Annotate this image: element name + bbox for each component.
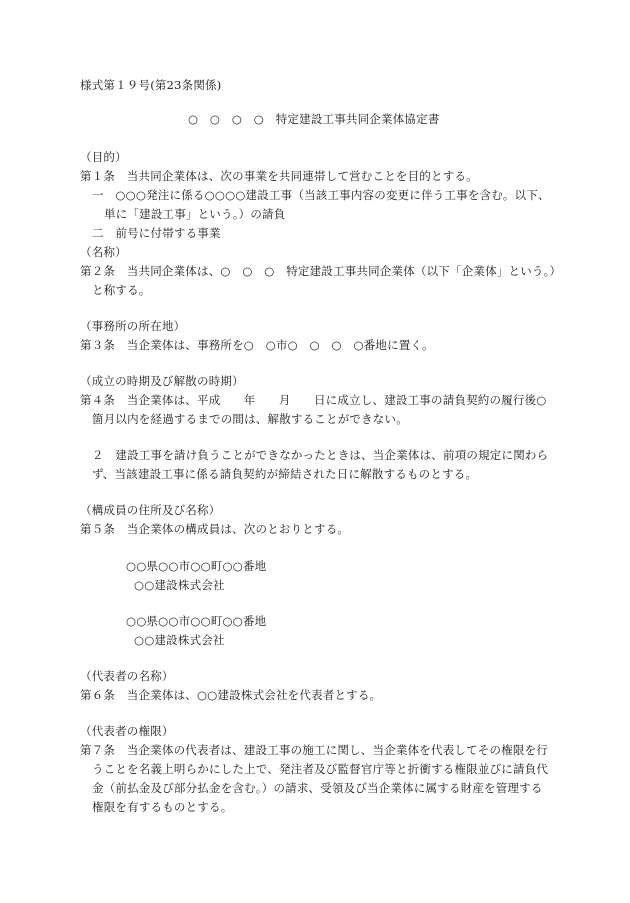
article3-heading: （事務所の所在地） <box>80 319 186 333</box>
article7-line3: 金（前払金及び部分払金を含む。）の請求、受領及び当企業体に属する財産を管理する <box>92 781 543 795</box>
article3-line1: 第３条 当企業体は、事務所を○ ○市○ ○ ○ ○番地に置く。 <box>80 338 434 352</box>
article1-heading: （目的） <box>80 150 127 164</box>
article2-heading: （名称） <box>80 245 127 259</box>
member1-name: ○○建設株式会社 <box>134 578 225 592</box>
article7-line1: 第７条 当企業体の代表者は、建設工事の施工に関し、当企業体を代表してその権限を行 <box>80 743 548 757</box>
article1-item1-line1: 一 ○○○発注に係る○○○○建設工事（当該工事内容の変更に伴う工事を含む。以下、 <box>92 188 550 202</box>
article2-line2: と称する。 <box>92 283 151 297</box>
article4-para2-line2: ず、当該建設工事に係る請負契約が締結された日に解散するものとする。 <box>92 467 478 481</box>
article1-item2: 二 前号に付帯する事業 <box>92 226 221 240</box>
document-title: ○ ○ ○ ○ 特定建設工事共同企業体協定書 <box>188 112 440 126</box>
article4-line2: 箇月以内を経過するまでの間は、解散することができない。 <box>92 412 408 426</box>
article1-item1-line2: 単に「建設工事」という。）の請負 <box>104 207 286 221</box>
article2-line1: 第２条 当共同企業体は、○ ○ ○ 特定建設工事共同企業体（以下「企業体」という。） <box>80 264 562 278</box>
member2-name: ○○建設株式会社 <box>134 633 225 647</box>
article7-line4: 権限を有するものとする。 <box>92 800 233 814</box>
article1-text: 第１条 当共同企業体は、次の事業を共同連帯して営むことを目的とする。 <box>80 169 478 183</box>
article7-heading: （代表者の権限） <box>80 724 174 738</box>
article7-line2: うことを名義上明らかにした上で、発注者及び監督官庁等と折衝する権限並びに請負代 <box>92 762 549 776</box>
article5-line1: 第５条 当企業体の構成員は、次のとおりとする。 <box>80 522 350 536</box>
article4-line1: 第４条 当企業体は、平成 年 月 日に成立し、建設工事の請負契約の履行後○ <box>80 393 547 407</box>
article6-line1: 第６条 当企業体は、○○建設株式会社を代表者とする。 <box>80 688 382 702</box>
article4-para2-line1: ２ 建設工事を請け負うことができなかったときは、当企業体は、前項の規定に関わら <box>92 448 549 462</box>
member1-address: ○○県○○市○○町○○番地 <box>126 559 267 573</box>
article4-heading: （成立の時期及び解散の時期） <box>80 374 244 388</box>
member2-address: ○○県○○市○○町○○番地 <box>126 614 267 628</box>
article5-heading: （構成員の住所及び名称） <box>80 503 221 517</box>
form-number: 様式第１９号(第23条関係) <box>80 78 222 92</box>
article6-heading: （代表者の名称） <box>80 669 174 683</box>
